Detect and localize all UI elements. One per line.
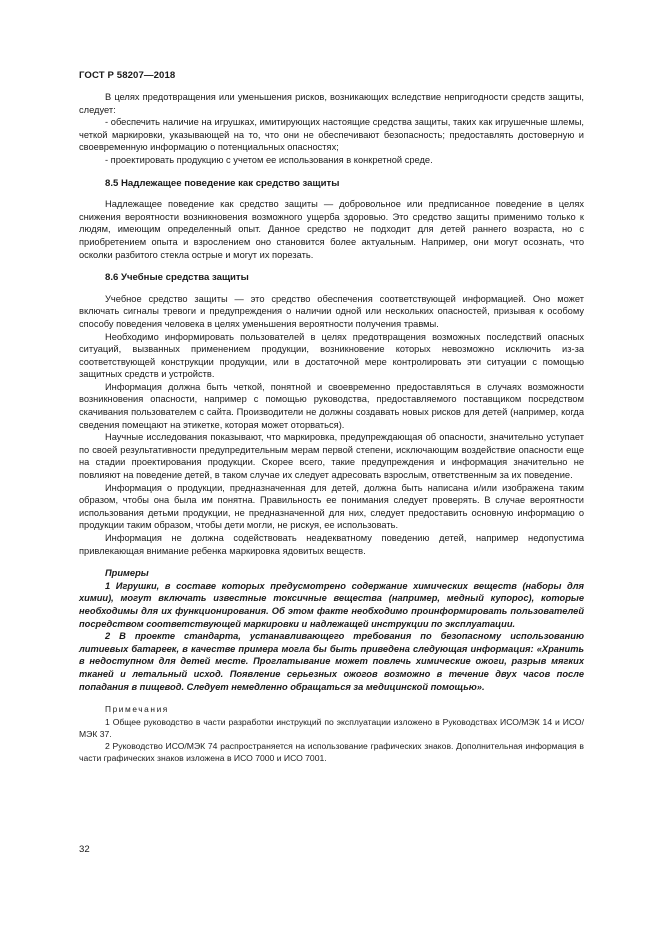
section-8-6-paragraph-6: Информация не должна содействовать неадекватному поведению детей, например недопустима привлекающая внимание ребенка маркировка ядовитых веществ.: [79, 533, 584, 556]
example-2: 2 В проекте стандарта, устанавливающего требования по безопасному использованию литиевых батареек, в качестве примера могла бы быть приведена следующая информация: «Хранить в недоступном для детей месте. Проглатывание может повлечь химические ожоги, разрыв мягких тканей и летальный исход. Появление серьезных ожогов возможно в течение двух часов после попадания в пищевод. Следует немедленно обращаться за медицинской помощью».: [79, 631, 584, 692]
note-2: 2 Руководство ИСО/МЭК 74 распространяется на использование графических знаков. Дополнительная информация в части графических знаков изложена в ИСО 7000 и ИСО 7001.: [79, 740, 584, 763]
section-8-5-paragraph: Надлежащее поведение как средство защиты — добровольное или предписанное поведение в целях снижения вероятности возникновения возможного ущерба здоровью. Это средство защиты применимо только к людям, имеющим определенный опыт. Данное средство не подходит для детей раннего возраста, но с приобретением опыта и взрослением оно становится более актуальным. Например, они могут осознать, что осколки разбитого стекла острые и могут их порезать.: [79, 199, 584, 260]
intro-bullet-2: - проектировать продукцию с учетом ее использования в конкретной среде.: [105, 154, 433, 165]
page-header-standard-id: ГОСТ Р 58207—2018: [79, 70, 176, 81]
section-8-6-paragraph-2: Необходимо информировать пользователей в целях предотвращения возможных последствий опасных ситуаций, вызванных применением продукции, возникновение которых невозможно исключить из-за соответствующей конструкции продукции, или в достаточной мере контролировать эти ситуации с помощью защитных средств и устройств.: [79, 331, 584, 380]
section-8-6-paragraph-1: Учебное средство защиты — это средство обеспечения соответствующей информацией. Оно может включать сигналы тревоги и предупреждения о наличии одной или нескольких опасностей, призывая к особому способу поведения человека в целях уменьшения вероятности получения травмы.: [79, 293, 584, 329]
section-8-5-heading: 8.5 Надлежащее поведение как средство защиты: [105, 177, 340, 189]
example-1: 1 Игрушки, в составе которых предусмотрено содержание химических веществ (наборы для химии), могут включать известные токсичные вещества (например, медный купорос), которые необходимы для их функционирования. Об этом факте необходимо проинформировать пользователей посредством соответствующей маркировки и надлежащей инструкции по эксплуатации.: [79, 580, 584, 629]
intro-bullet-1: - обеспечить наличие на игрушках, имитирующих настоящие средства защиты, таких как игрушечные шлемы, четкой маркировки, указывающей на то, что они не обеспечивают безопасность; предоставлять достоверную и своевременную информацию о потенциальных опасностях;: [79, 117, 584, 153]
document-body: [79, 91, 584, 764]
intro-paragraph: В целях предотвращения или уменьшения рисков, возникающих вследствие непригодности средств защиты, следует:: [79, 92, 584, 115]
section-8-6-paragraph-5: Информация о продукции, предназначенная для детей, должна быть написана и/или изображена таким образом, чтобы она была им понятна. Правильность ее понимания следует проверять. В случае вероятности использования детьми продукции, не предназначенной для них, следует предоставить основную информацию о продукции таким образом, чтобы дети могли, не рискуя, ее использовать.: [79, 482, 584, 531]
page-number: 32: [79, 844, 90, 855]
section-8-6-heading: 8.6 Учебные средства защиты: [105, 272, 249, 284]
section-8-6-paragraph-3: Информация должна быть четкой, понятной и своевременно предоставляться в случаях возможности возникновения опасности, например с помощью руководства, предоставляемого поставщиком посредством скачивания пользователем с сайта. Производители не должны создавать новых рисков для детей (например, когда сведения помещают на этикетке, которая может оторваться).: [79, 381, 584, 430]
note-1: 1 Общее руководство в части разработки инструкций по эксплуатации изложено в Руководствах ИСО/МЭК 14 и ИСО/МЭК 37.: [79, 716, 584, 739]
examples-heading: Примеры: [105, 568, 149, 579]
notes-heading: Примечания: [105, 704, 169, 715]
section-8-6-paragraph-4: Научные исследования показывают, что маркировка, предупреждающая об опасности, значительно уступает по своей результативности предупредительным мерам первой степени, исключающим воздействие опасности еще на стадии проектирования продукции. Скорее всего, такие предупреждения и информация значительно не повлияют на поведение детей, в таком случае их следует адресовать взрослым, ответственным за их поведение.: [79, 432, 584, 481]
